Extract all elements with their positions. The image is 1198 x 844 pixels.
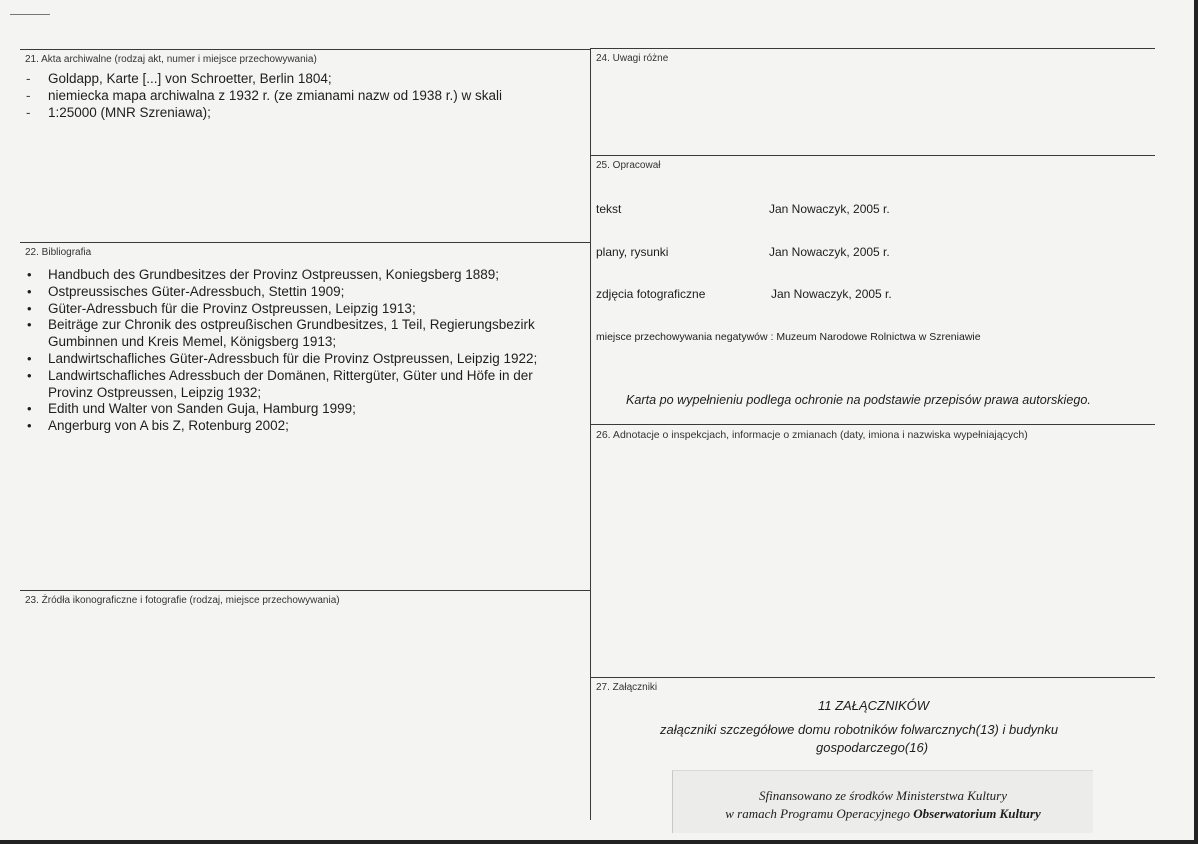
list-item: • Beiträge zur Chronik des ostpreußischen Grundbesitzes, 1 Teil, Regierungsbezirk Gumbinnen und Kreis Memel, Königsberg 1913; <box>22 317 587 351</box>
list-item: • Ostpreussisches Güter-Adressbuch, Stettin 1909; <box>22 284 587 301</box>
scan-edge-bottom <box>0 840 1198 844</box>
program-name: Obserwatorium Kultury <box>913 806 1041 821</box>
rule-top-left <box>20 49 590 50</box>
funding-stamp <box>672 770 1093 833</box>
attachments-count: 11 ZAŁĄCZNIKÓW <box>818 698 930 713</box>
scan-mark-top <box>10 14 50 15</box>
list-item: • Landwirtschafliches Adressbuch der Domänen, Rittergüter, Güter und Höfe in der Provinz Ostpreussen, Leipzig 1932; <box>22 368 587 402</box>
attachments-detail-2: gospodarczego(16) <box>816 740 929 755</box>
section-24-label: 24. Uwagi różne <box>596 53 669 64</box>
rule-22 <box>20 242 590 243</box>
author-plans-field: plany, rysunki <box>596 245 669 259</box>
section-25-label: 25. Opracował <box>596 160 661 171</box>
section-27-label: 27. Załączniki <box>596 682 658 693</box>
negatives-location: miejsce przechowywania negatywów : Muzeum Narodowe Rolnictwa w Szreniawie <box>596 331 981 343</box>
rule-23 <box>20 590 590 591</box>
author-photos-field: zdjęcia fotograficzne <box>596 287 706 301</box>
copyright-notice: Karta po wypełnieniu podlega ochronie na podstawie przepisów prawa autorskiego. <box>626 393 1091 407</box>
list-item: • Edith und Walter von Sanden Guja, Hamburg 1999; <box>22 401 587 418</box>
list-item-continuation: - 1:25000 (MNR Szreniawa); <box>22 105 582 122</box>
list-item: - Goldapp, Karte [...] von Schroetter, Berlin 1804; <box>22 71 582 88</box>
rule-25 <box>590 155 1155 156</box>
attachments-detail-1: załączniki szczegółowe domu robotników folwarcznych(13) i budynku <box>660 722 1059 737</box>
rule-top-right <box>590 48 1155 49</box>
bibliography-list <box>22 267 587 435</box>
author-text-value: Jan Nowaczyk, 2005 r. <box>769 202 890 216</box>
author-photos-value: Jan Nowaczyk, 2005 r. <box>771 287 892 301</box>
section-26-label: 26. Adnotacje o inspekcjach, informacje o zmianach (daty, imiona i nazwiska wypełniających) <box>596 429 1028 441</box>
funding-line-1: Sfinansowano ze środków Ministerstwa Kultury <box>759 788 1007 803</box>
funding-line-2: w ramach Programu Operacyjnego Obserwatorium Kultury <box>725 806 1041 821</box>
author-plans-value: Jan Nowaczyk, 2005 r. <box>769 245 890 259</box>
list-item: • Güter-Adressbuch für die Provinz Ostpreussen, Leipzig 1913; <box>22 301 587 318</box>
rule-26 <box>590 424 1155 425</box>
column-divider <box>590 48 591 820</box>
list-item: - niemiecka mapa archiwalna z 1932 r. (ze zmianami nazw od 1938 r.) w skali <box>22 88 582 105</box>
section-21-label: 21. Akta archiwalne (rodzaj akt, numer i miejsce przechowywania) <box>25 54 317 65</box>
list-item: • Angerburg von A bis Z, Rotenburg 2002; <box>22 418 587 435</box>
section-21-list <box>22 71 582 121</box>
section-23-label: 23. Źródła ikonograficzne i fotografie (rodzaj, miejsce przechowywania) <box>25 595 340 606</box>
rule-27 <box>590 677 1155 678</box>
list-item: • Landwirtschafliches Güter-Adressbuch für die Provinz Ostpreussen, Leipzig 1922; <box>22 351 587 368</box>
author-text-field: tekst <box>596 202 622 216</box>
section-22-label: 22. Bibliografia <box>25 247 92 258</box>
list-item: • Handbuch des Grundbesitzes der Provinz Ostpreussen, Koniegsberg 1889; <box>22 267 587 284</box>
scan-edge-right <box>1194 0 1198 844</box>
